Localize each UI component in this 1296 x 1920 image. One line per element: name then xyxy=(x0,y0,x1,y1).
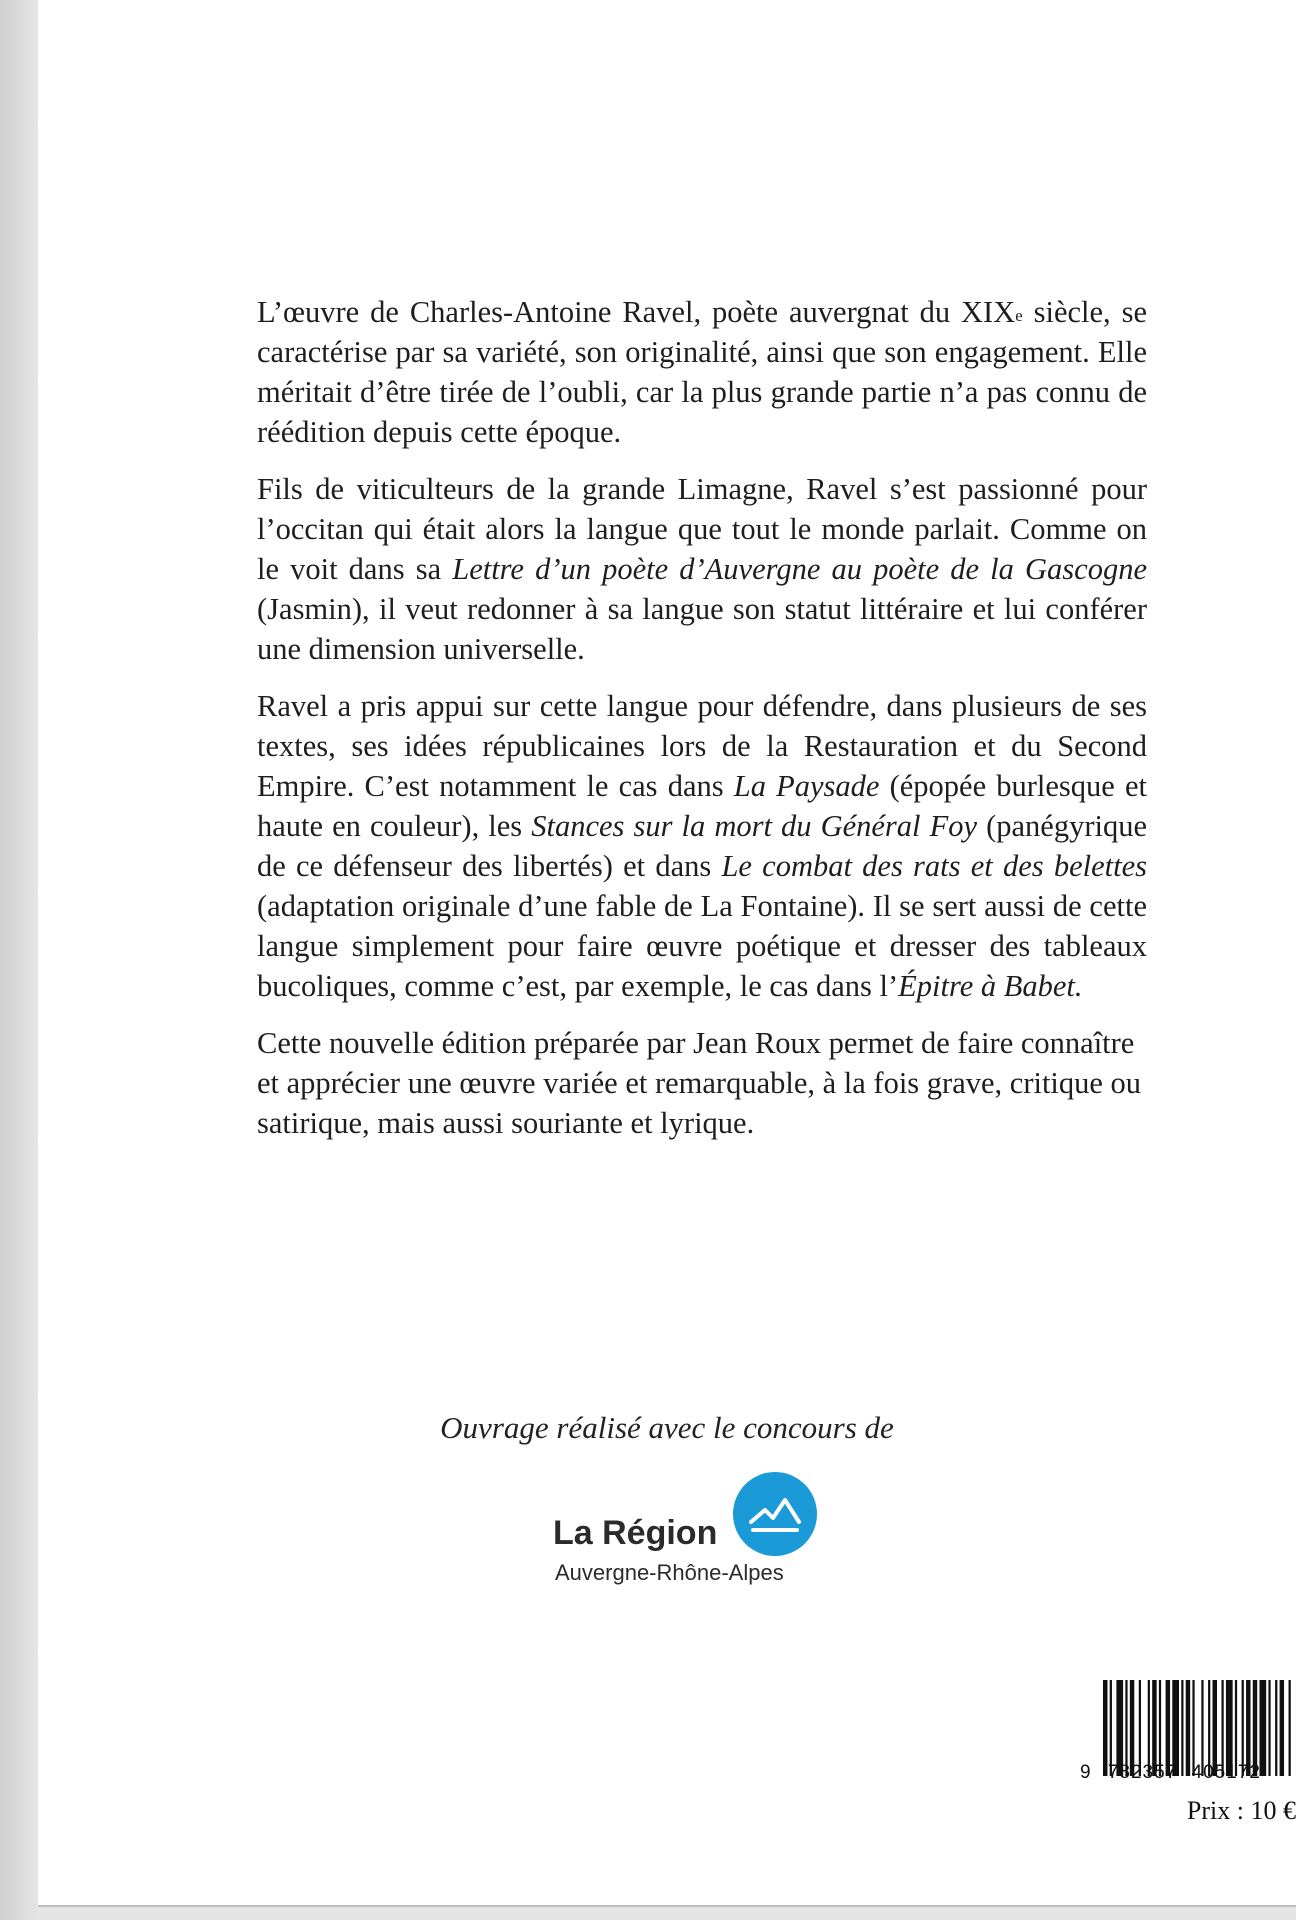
work-title: Lettre d’un poète d’Auvergne au poète de la Gascogne xyxy=(452,552,1147,586)
work-title: Le combat des rats et des belettes xyxy=(721,849,1147,883)
region-mountain-icon xyxy=(733,1472,817,1556)
price-label: Prix : 10 € xyxy=(1186,1796,1296,1825)
blurb-text xyxy=(257,292,1147,1160)
region-logo xyxy=(553,1472,833,1592)
logo-title: La Région xyxy=(553,1514,718,1552)
work-title: Épitre à Babet. xyxy=(898,969,1083,1003)
paragraph-4: Cette nouvelle édition préparée par Jean Roux permet de faire connaître et apprécier une œuvre variée et remarquable, à la fois grave, critique ou satirique, mais aussi souriante et lyrique. xyxy=(257,1026,1142,1140)
sponsor-line: Ouvrage réalisé avec le concours de xyxy=(440,1410,894,1445)
page-shadow xyxy=(0,0,40,1920)
work-title: Stances sur la mort du Général Foy xyxy=(531,809,978,843)
paragraph-3: Ravel a pris appui sur cette langue pour défendre, dans plusieurs de ses textes, ses idées républicaines lors de la Restauration et du Second Empire. C’est notamment le cas dans La Paysade (épopée burlesque et haute en couleur), les Stances sur la mort du Général Foy (panégyrique de ce défenseur des libertés) et dans Le combat des rats et des belettes (adaptation originale d’une fable de La Fontaine). Il se sert aussi de cette langue simplement pour faire œuvre poétique et dresser des tableaux bucoliques, comme c’est, par exemple, le cas dans l’Épitre à Babet. xyxy=(257,689,1147,1003)
paragraph-2: Fils de viticulteurs de la grande Limagne, Ravel s’est passionné pour l’occitan qui était alors la langue que tout le monde parlait. Comme on le voit dans sa Lettre d’un poète d’Auvergne au poète de la Gascogne (Jasmin), il veut redonner à sa langue son statut littéraire et lui conférer une dimension universelle. xyxy=(257,472,1147,666)
work-title: La Paysade xyxy=(733,769,880,803)
paragraph-1: L’œuvre de Charles-Antoine Ravel, poète auvergnat du XIXe siècle, se caractérise par sa variété, son originalité, ainsi que son engagement. Elle méritait d’être tirée de l’oubli, car la plus grande partie n’a pas connu de réédition depuis cette époque. xyxy=(257,295,1147,449)
logo-subtitle: Auvergne-Rhône-Alpes xyxy=(555,1560,784,1585)
isbn-number: 9 782357 405172 xyxy=(1080,1762,1261,1783)
